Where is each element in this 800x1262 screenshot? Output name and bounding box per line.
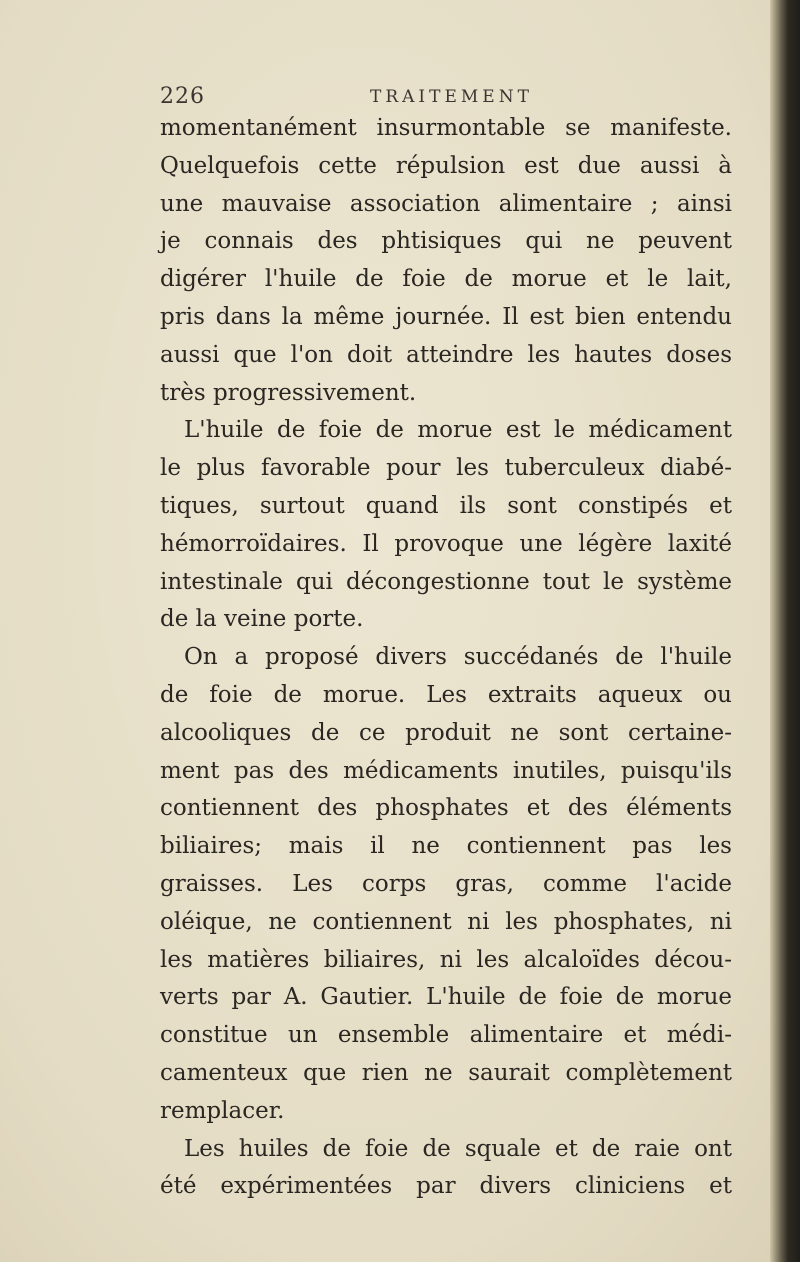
text-line: digérer l'huile de foie de morue et le lait, [160,266,732,293]
text-line: oléique, ne contiennent ni les phosphates, ni [160,908,732,935]
text-line: verts par A. Gautier. L'huile de foie de morue [160,984,732,1011]
text-line: Quelquefois cette répulsion est due aussi à [160,152,732,179]
text-line: les matières biliaires, ni les alcaloïdes décou- [160,946,732,973]
text-line: On a proposé divers succédanés de l'huile [184,644,732,671]
text-line: camenteux que rien ne saurait complètement [160,1059,732,1086]
text-line: aussi que l'on doit atteindre les hautes doses [160,341,732,368]
text-line: remplacer. [160,1097,285,1124]
text-line: pris dans la même journée. Il est bien entendu [160,303,732,330]
text-line: très progressivement. [160,379,417,406]
running-title: TRAITEMENT [370,87,533,107]
text-line: hémorroïdaires. Il provoque une légère laxité [160,530,732,557]
text-line: je connais des phtisiques qui ne peuvent [160,228,732,255]
body-text [160,110,732,1206]
text-line: été expérimentées par divers cliniciens et [160,1173,732,1200]
text-line: de foie de morue. Les extraits aqueux ou [160,681,732,708]
text-line: contiennent des phosphates et des éléments [160,795,732,822]
text-line: Les huiles de foie de squale et de raie ont [184,1135,732,1162]
text-line: constitue un ensemble alimentaire et médi- [160,1022,732,1049]
text-line: de la veine porte. [160,606,364,633]
text-line: tiques, surtout quand ils sont constipés et [160,492,732,519]
text-line: une mauvaise association alimentaire ; ainsi [160,190,732,217]
text-line: ment pas des médicaments inutiles, puisqu'ils [160,757,732,784]
text-line: alcooliques de ce produit ne sont certaine- [160,719,732,746]
text-line: le plus favorable pour les tuberculeux diabé- [160,455,732,482]
text-line: intestinale qui décongestionne tout le système [160,568,732,595]
text-line: L'huile de foie de morue est le médicament [184,417,732,444]
book-binding-edge [770,0,800,1262]
text-line: momentanément insurmontable se manifeste. [160,115,732,141]
text-line: biliaires; mais il ne contiennent pas les [160,833,732,860]
page-number: 226 [160,84,205,109]
text-line: graisses. Les corps gras, comme l'acide [160,870,732,897]
